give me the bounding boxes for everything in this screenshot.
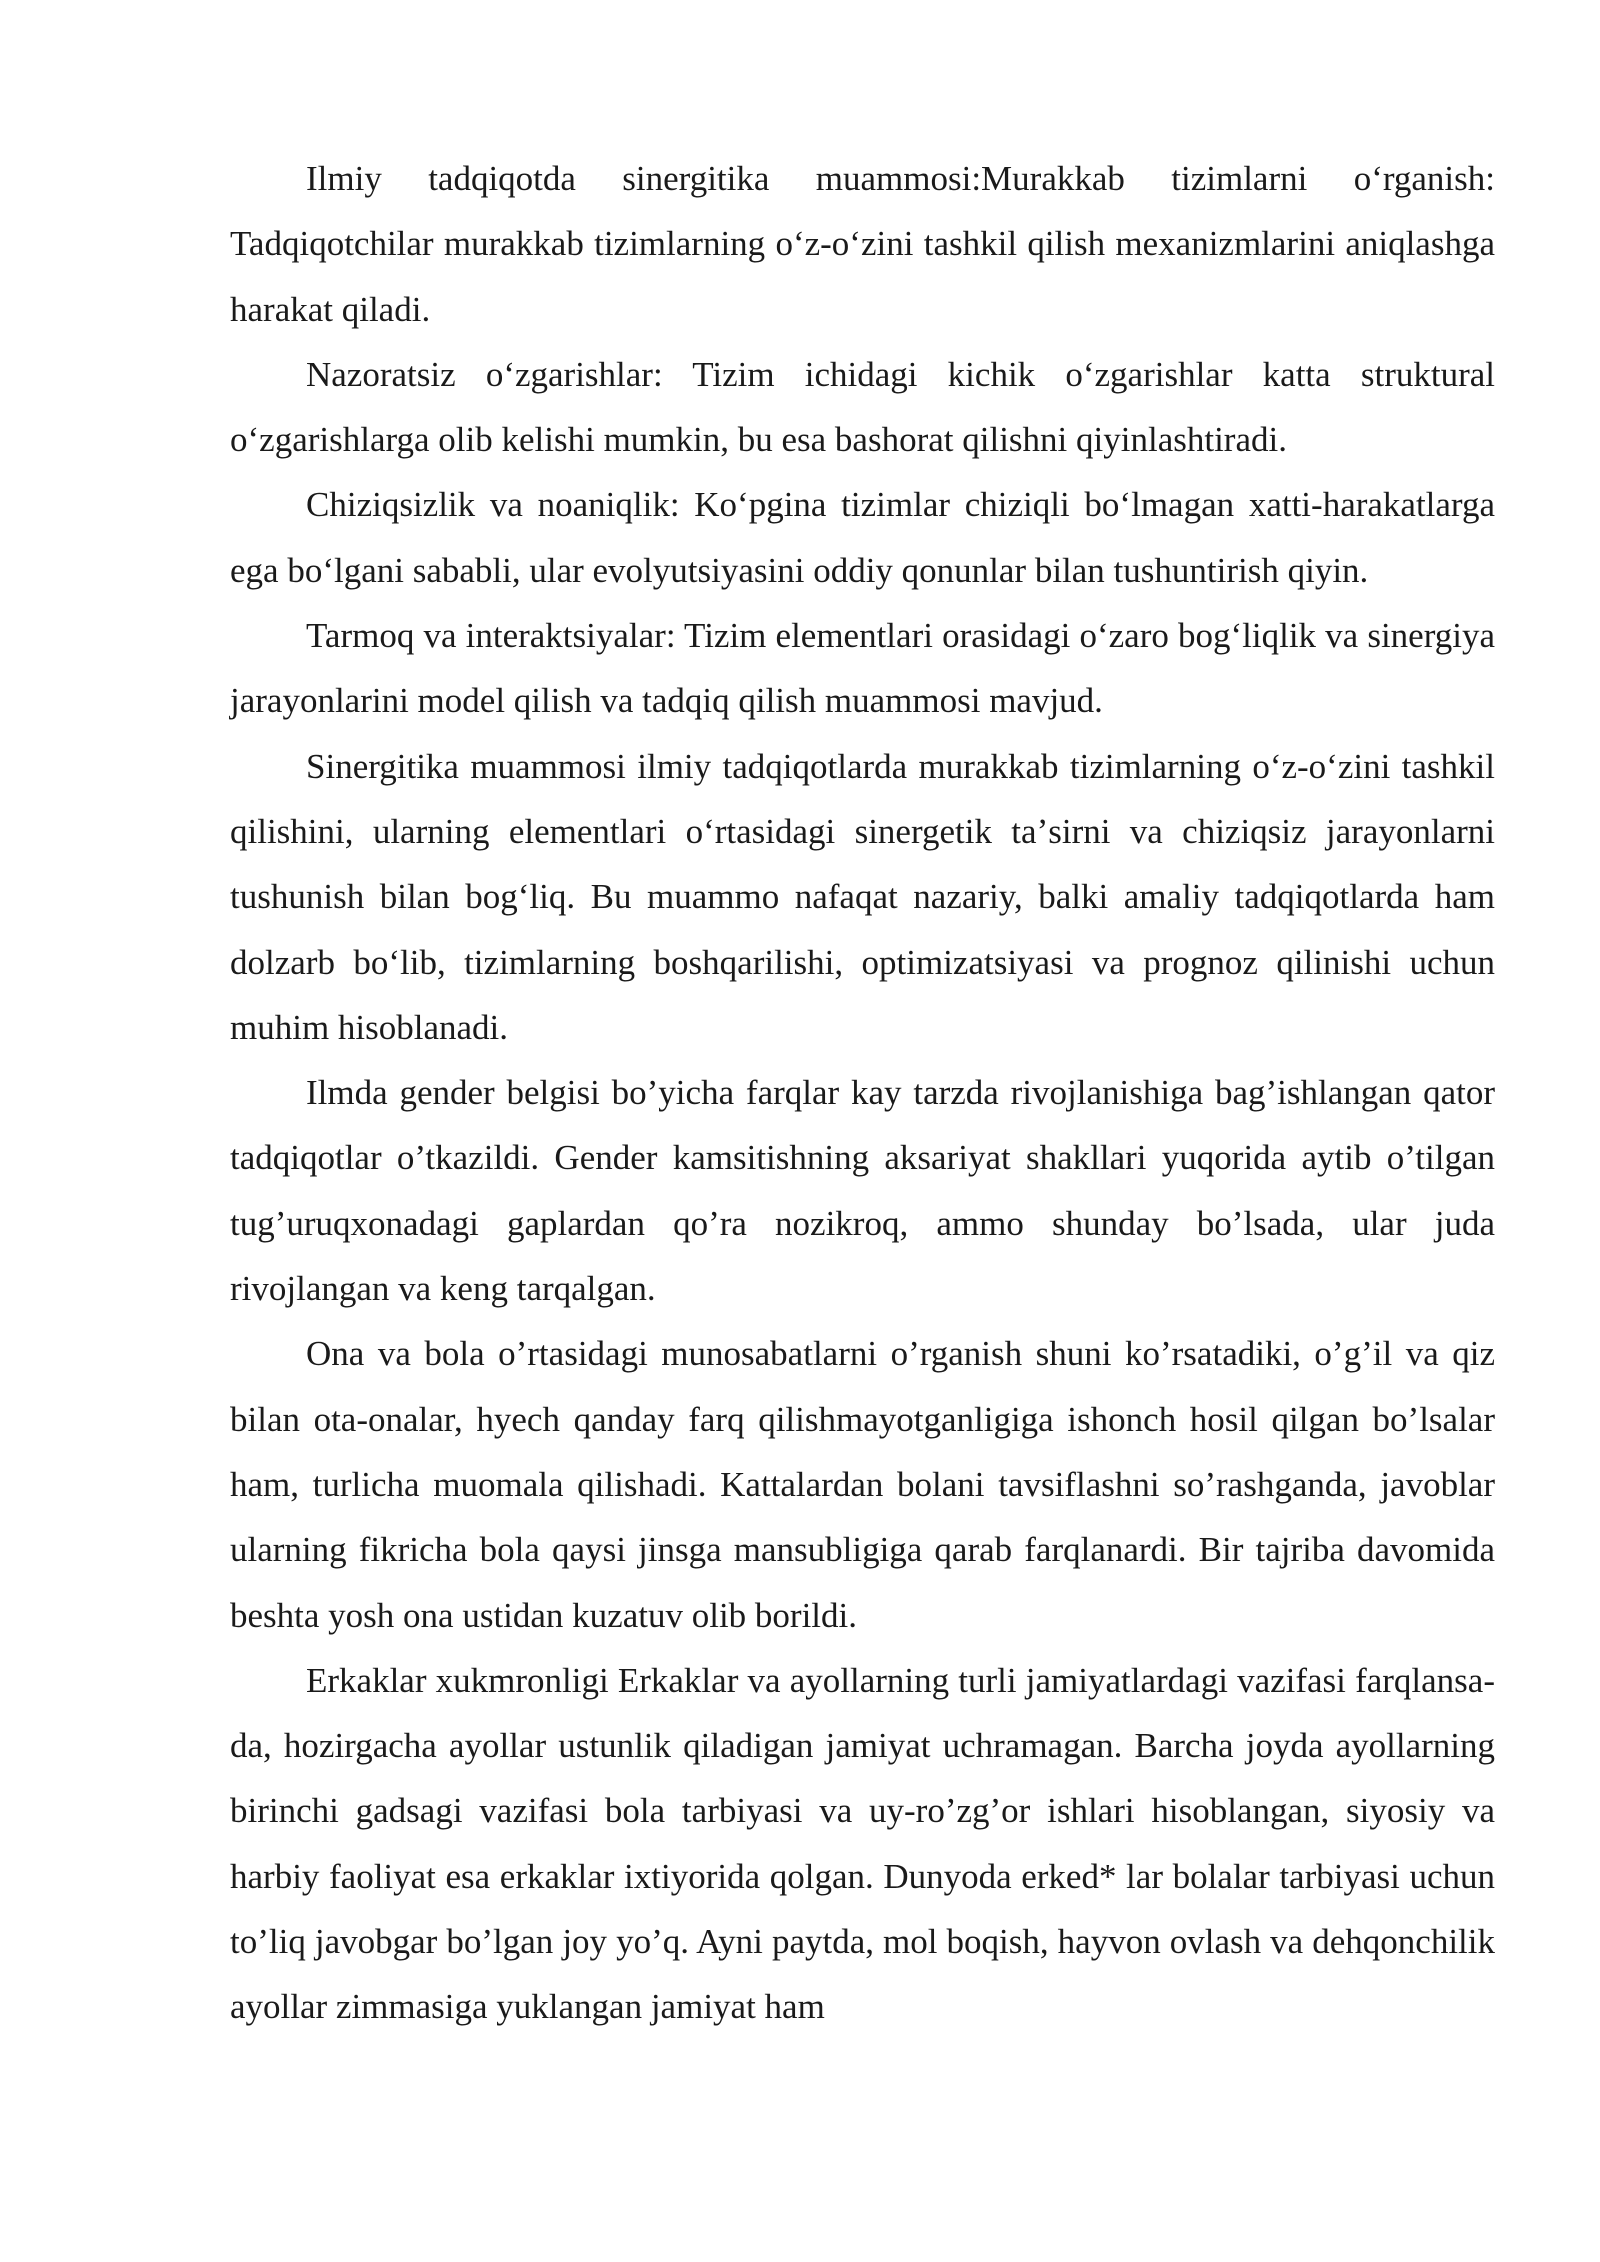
paragraph-synergetics-summary: Sinergitika muammosi ilmiy tadqiqotlarda murakkab tizimlarning oʻz-oʻzini tashkil qilishini, ularning elementlari oʻrtasidagi sinergetik taʼsirni va chiziqsiz jarayonlarni tushunish bilan bogʻliq. Bu muammo nafaqat nazariy, balki amaliy tadqiqotlarda ham dolzarb boʻlib, tizimlarning boshqarilishi, optimizatsiyasi va prognoz qilinishi uchun muhim hisoblanadi. (230, 746, 1495, 1047)
paragraph-uncontrolled-changes: Nazoratsiz oʻzgarishlar: Tizim ichidagi kichik oʻzgarishlar katta struktural oʻzgarishlarga olib kelishi mumkin, bu esa bashorat qilishni qiyinlashtiradi. (230, 354, 1495, 460)
document-body (230, 146, 1495, 2040)
paragraph-networks: Tarmoq va interaktsiyalar: Tizim elementlari orasidagi oʻzaro bogʻliqlik va sinergiya jarayonlarini model qilish va tadqiq qilish muammosi mavjud. (230, 616, 1495, 721)
paragraph-nonlinearity: Chiziqsizlik va noaniqlik: Koʻpgina tizimlar chiziqli boʻlmagan xatti-harakatlarga ega boʻlgani sababli, ular evolyutsiyasini oddiy qonunlar bilan tushuntirish qiyin. (230, 485, 1495, 590)
paragraph-male-dominance: Erkaklar xukmronligi Erkaklar va ayollarning turli jamiyatlardagi vazifasi farqlansa-da, hozirgacha ayollar ustunlik qiladigan jamiyat uchramagan. Barcha joyda ayollarning birinchi gadsagi vazifasi bola tarbiyasi va uy-ro’zg’or ishlari hisoblangan, siyosiy va harbiy faoliyat esa erkaklar ixtiyorida qolgan. Dunyoda erked* lar bolalar tarbiyasi uchun to’liq javobgar bo’lgan joy yo’q. Ayni paytda, mol boqish, hayvon ovlash va dehqonchilik ayollar zimmasiga yuklangan jamiyat ham (230, 1660, 1495, 2027)
paragraph-mother-child: Ona va bola o’rtasidagi munosabatlarni o’rganish shuni ko’rsatadiki, o’g’il va qiz bilan ota-onalar, hyech qanday farq qilishmayotganligiga ishonch hosil qilgan bo’lsalar ham, turlicha muomala qilishadi. Kattalardan bolani tavsiflashni so’rashganda, javoblar ularning fikricha bola qaysi jinsga mansubligiga qarab farqlanardi. Bir tajriba davomida beshta yosh ona ustidan kuzatuv olib borildi. (230, 1334, 1495, 1635)
paragraph-gender-research: Ilmda gender belgisi bo’yicha farqlar kay tarzda rivojlanishiga bag’ishlangan qator tadqiqotlar o’tkazildi. Gender kamsitishning aksariyat shakllari yuqorida aytib o’tilgan tug’uruqxonadagi gaplardan qo’ra nozikroq, ammo shunday bo’lsada, ular juda rivojlangan va keng tarqalgan. (230, 1073, 1495, 1309)
paragraph-synergetics-intro: Ilmiy tadqiqotda sinergitika muammosi:Murakkab tizimlarni oʻrganish: Tadqiqotchilar murakkab tizimlarning oʻz-oʻzini tashkil qilish mexanizmlarini aniqlashga harakat qiladi. (230, 159, 1495, 329)
